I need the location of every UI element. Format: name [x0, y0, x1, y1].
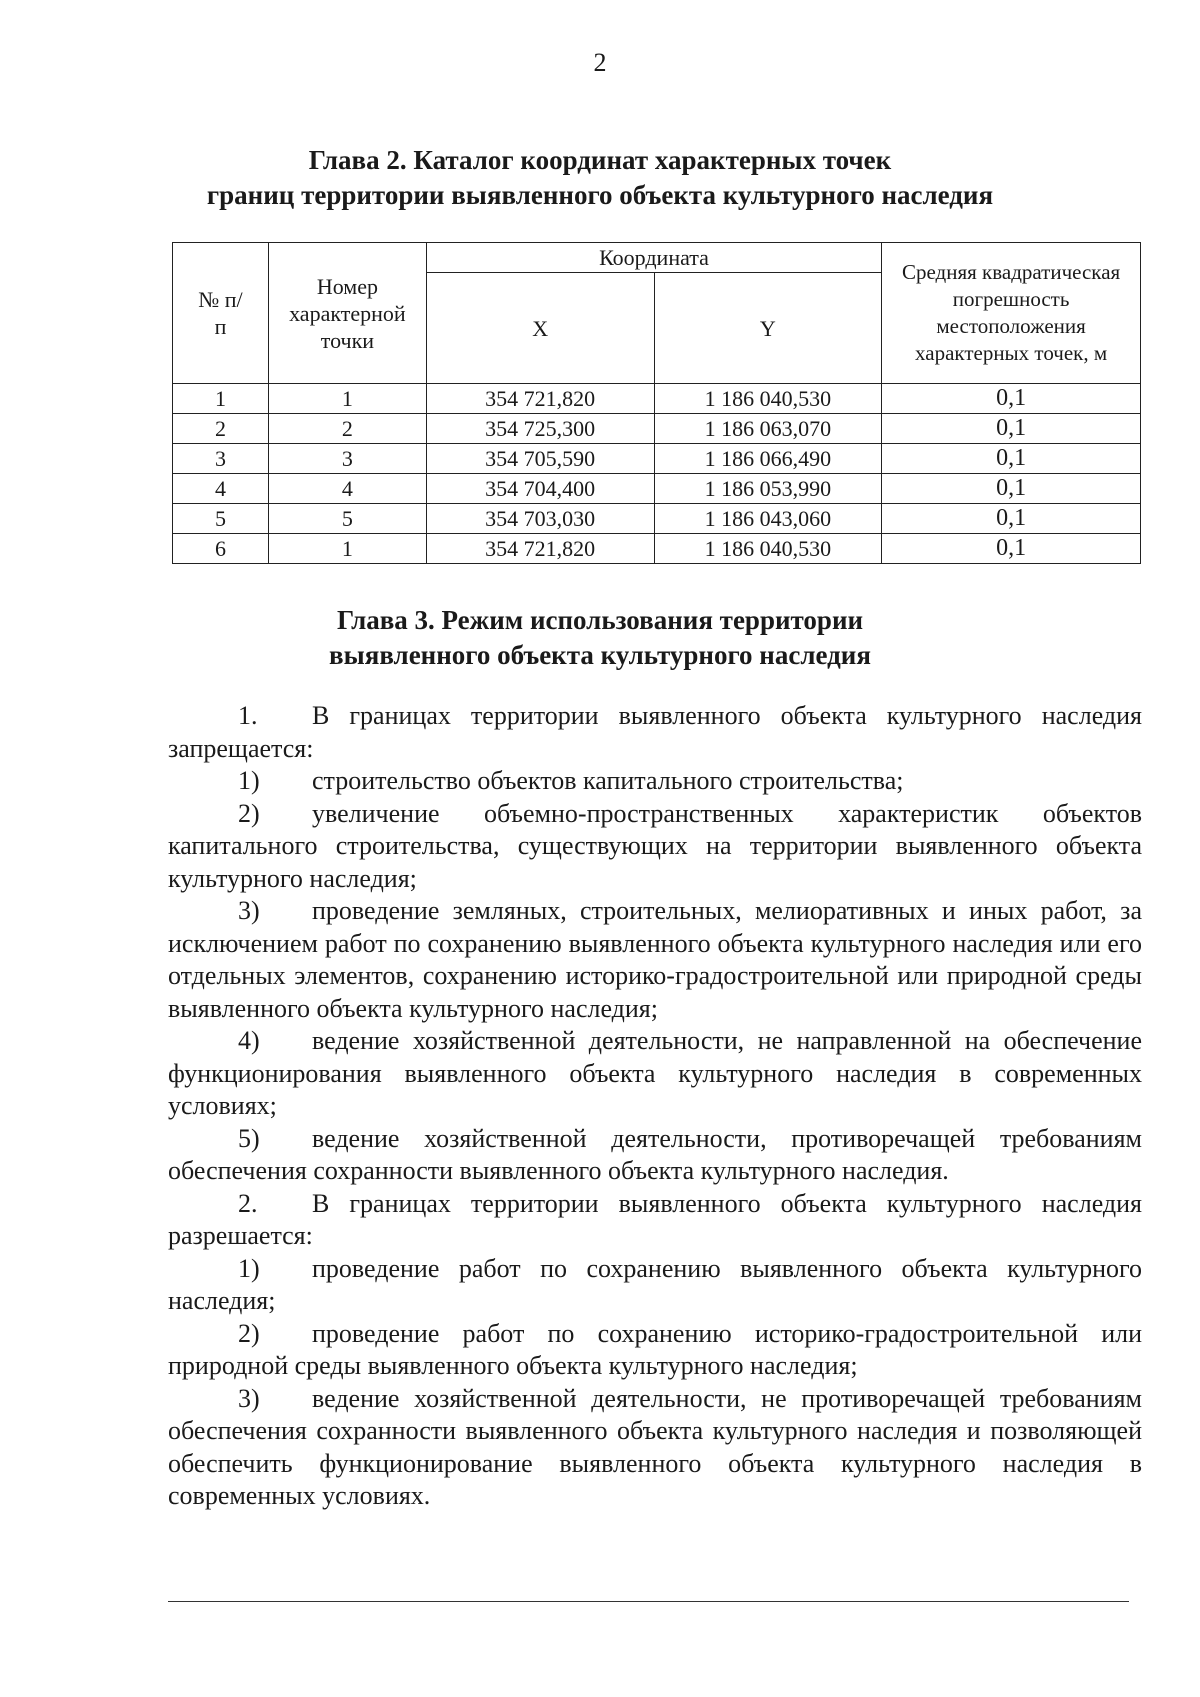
item-number: 1) [238, 766, 260, 795]
item-number: 3) [238, 896, 260, 925]
header-x: X [426, 273, 654, 384]
chapter-3-body [168, 700, 1142, 1513]
list-item [168, 798, 1142, 896]
chapter-2-title-line-1: Глава 2. Каталог координат характерных точек [308, 145, 892, 175]
cell-point: 2 [268, 414, 426, 444]
cell-x: 354 705,590 [426, 444, 654, 474]
cell-y: 1 186 053,990 [654, 474, 882, 504]
cell-error: 0,1 [882, 534, 1141, 564]
item-text: В границах территории выявленного объекта культурного наследия запрещается: [168, 701, 1142, 763]
table-row [173, 384, 1141, 414]
cell-num: 1 [173, 384, 269, 414]
cell-y: 1 186 063,070 [654, 414, 882, 444]
cell-x: 354 721,820 [426, 534, 654, 564]
list-item [168, 1383, 1142, 1513]
item-number: 4) [238, 1026, 260, 1055]
coordinates-table [172, 242, 1141, 564]
header-point: Номер характерной точки [268, 243, 426, 384]
cell-num: 2 [173, 414, 269, 444]
cell-error: 0,1 [882, 474, 1141, 504]
cell-error: 0,1 [882, 504, 1141, 534]
cell-num: 5 [173, 504, 269, 534]
chapter-2-title-line-2: границ территории выявленного объекта культурного наследия [206, 180, 994, 210]
cell-num: 3 [173, 444, 269, 474]
list-item [168, 765, 1142, 798]
chapter-2-heading [0, 143, 1200, 213]
table-row [173, 474, 1141, 504]
cell-y: 1 186 043,060 [654, 504, 882, 534]
bottom-divider [168, 1601, 1129, 1602]
cell-y: 1 186 040,530 [654, 534, 882, 564]
item-text: ведение хозяйственной деятельности, противоречащей требованиям обеспечения сохранности выявленного объекта культурного наследия. [168, 1123, 1142, 1185]
cell-point: 1 [268, 384, 426, 414]
cell-num: 4 [173, 474, 269, 504]
cell-x: 354 721,820 [426, 384, 654, 414]
item-number: 5) [238, 1123, 260, 1153]
item-number: 3) [238, 1383, 260, 1413]
item-number: 1) [238, 1253, 260, 1283]
item-text: проведение земляных, строительных, мелиоративных и иных работ, за исключением работ по сохранению выявленного объекта культурного наследия или его отдельных элементов, сохранению историко-градостроительной или природной среды выявленного объекта культурного наследия; [168, 896, 1142, 1023]
cell-point: 3 [268, 444, 426, 474]
chapter-3-heading [0, 603, 1200, 673]
header-coordinate: Координата [426, 243, 881, 273]
item-number: 2) [238, 1318, 260, 1348]
cell-y: 1 186 066,490 [654, 444, 882, 474]
item-text: В границах территории выявленного объекта культурного наследия разрешается: [168, 1188, 1142, 1250]
cell-x: 354 704,400 [426, 474, 654, 504]
header-y: Y [654, 273, 882, 384]
cell-x: 354 725,300 [426, 414, 654, 444]
item-text: строительство объектов капитального строительства; [312, 766, 904, 795]
table-row [173, 444, 1141, 474]
list-item [168, 1123, 1142, 1188]
list-item [168, 895, 1142, 1025]
page-number: 2 [593, 48, 607, 77]
cell-point: 4 [268, 474, 426, 504]
cell-y: 1 186 040,530 [654, 384, 882, 414]
table-row [173, 414, 1141, 444]
header-error: Средняя квадратическая погрешность местоположения характерных точек, м [882, 243, 1141, 384]
item-number: 2) [238, 798, 260, 828]
item-number: 2. [238, 1188, 258, 1218]
item-text: ведение хозяйственной деятельности, не противоречащей требованиям обеспечения сохранности выявленного объекта культурного наследия и позволяющей обеспечить функционирование выявленного объекта культурного наследия в современных условиях. [168, 1383, 1142, 1510]
cell-error: 0,1 [882, 414, 1141, 444]
cell-point: 5 [268, 504, 426, 534]
item-number: 1. [238, 701, 258, 730]
table-row [173, 534, 1141, 564]
header-num: № п/п [173, 243, 269, 384]
item-text: проведение работ по сохранению историко-градостроительной или природной среды выявленного объекта культурного наследия; [168, 1318, 1142, 1380]
cell-num: 6 [173, 534, 269, 564]
chapter-3-title-line-2: выявленного объекта культурного наследия [329, 640, 871, 670]
cell-point: 1 [268, 534, 426, 564]
list-item [168, 1025, 1142, 1123]
cell-error: 0,1 [882, 444, 1141, 474]
list-item [168, 1188, 1142, 1253]
cell-error: 0,1 [882, 384, 1141, 414]
cell-x: 354 703,030 [426, 504, 654, 534]
list-item [168, 1253, 1142, 1318]
table-row [173, 504, 1141, 534]
item-text: проведение работ по сохранению выявленного объекта культурного наследия; [168, 1253, 1142, 1315]
item-text: увеличение объемно-пространственных характеристик объектов капитального строительства, существующих на территории выявленного объекта культурного наследия; [168, 798, 1142, 893]
list-item [168, 1318, 1142, 1383]
list-item [168, 700, 1142, 765]
item-text: ведение хозяйственной деятельности, не направленной на обеспечение функционирования выявленного объекта культурного наследия в современных условиях; [168, 1026, 1142, 1120]
chapter-3-title-line-1: Глава 3. Режим использования территории [336, 605, 864, 635]
